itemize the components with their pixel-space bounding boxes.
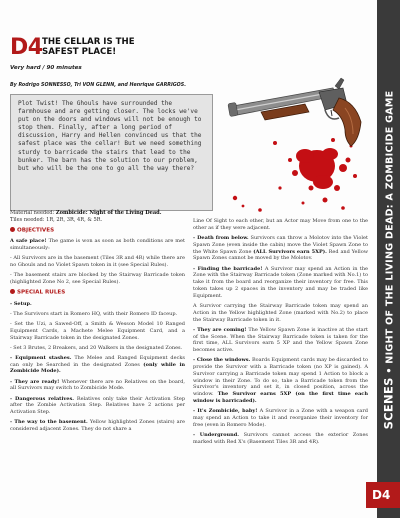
plot-twist-box xyxy=(10,94,213,211)
left-column xyxy=(10,210,185,436)
blood-splatter-icon xyxy=(233,138,357,212)
side-banner-bullet: • xyxy=(384,363,396,374)
rule-stash-bold: (only while in Zombicide Mode). xyxy=(10,361,185,375)
plot-twist-text: Plot Twist! The Ghouls have surrounded the farmhouse and are getting closer. The locks we've put on the doors and windows will not be enough to stop them. Finally, after a long period of discussion, Harry and Hellen convinced us that the safest place was the cellar! But we need something sturdy to barricade the stairs that lead to the bunker. The barn has the solution to our problem, but who will be the one to go all the way there? xyxy=(18,100,202,172)
tiles-needed: Tiles needed: 1R, 2R, 3R, 4R, & 5R. xyxy=(10,216,103,223)
side-banner-word2: NIGHT OF THE LIVING DEAD: A ZOMBICIDE GAME xyxy=(384,90,396,364)
rule-molotov-text: Survivors can throw a Molotov into the Violet Spawn Zone (even inside the cabin) move the Violet Spawn Zone to the White Spawn Zone xyxy=(193,234,368,255)
rule-coming-lead: - They are coming! xyxy=(193,326,247,333)
rule-setup-bullet-2: - Set the Uzi, a Sawed-Off, a Smith & Wesson Model 10 Ranged Equipment Cards, a Machete Melee Equipment Card, and a Stairway Barricade token in the designated Zones. xyxy=(10,320,185,341)
side-banner-word1: SCENES xyxy=(381,377,396,430)
rule-they-are-coming xyxy=(193,327,368,354)
shotgun-illustration xyxy=(215,48,365,218)
objective-text: The game is won as soon as both conditions are met simultaneously: xyxy=(10,238,185,252)
rule-setup-bullet-3: - Set 3 Brutes, 2 Breakers, and 20 Walkers in the designated Zones. xyxy=(10,344,183,351)
rule-dangerous-relatives xyxy=(10,396,185,416)
scene-header xyxy=(10,34,230,60)
rule-way-continued: Line Of Sight to each other, but an Actor may Move from one to the other as if they were adjacent. xyxy=(193,218,368,231)
rule-molotov-bold: (ALL Survivors earn 5XP). xyxy=(253,248,327,255)
special-rules-heading xyxy=(10,289,185,296)
rule-molotov-lead: - Death from below. xyxy=(193,234,249,241)
authors-credit: By Rodrigo SONNESSO, Tri VON GLENN, and Henrique GARRIGOS. xyxy=(10,83,187,88)
rule-death-from-below xyxy=(193,235,368,262)
objective-lead: A safe place! xyxy=(10,238,47,245)
objective-bullet-2: - The basement stairs are blocked by the Stairway Barricade token (highlighted Zone No 2, see Special Rules). xyxy=(10,272,185,286)
right-column xyxy=(193,218,368,449)
red-dot-icon xyxy=(10,289,15,294)
special-rules-label: SPECIAL RULES xyxy=(17,289,66,296)
objectives-heading xyxy=(10,227,185,234)
rule-baby-lead: - It's Zombicide, baby! xyxy=(193,408,258,415)
rule-setup-bullet-1: - The Survivors start in Romero HQ, with their Romero ID faceup. xyxy=(10,310,178,317)
rule-stash-lead: - Equipment stashes. xyxy=(10,354,72,361)
material-value: Zombicide: Night of the Living Dead. xyxy=(55,210,162,216)
page-tab-label: D4 xyxy=(372,488,391,502)
objectives-label: OBJECTIVES xyxy=(17,227,55,234)
objective-safe-place xyxy=(10,238,185,252)
scene-title-line1: THE CELLAR IS THE xyxy=(42,37,135,47)
objective-bullet-1: - All Survivors are in the basement (Tiles 3R and 4R) while there are no Ghouls and no Violet Spawn token in it (see Special Rules). xyxy=(10,255,185,269)
material-label: Material needed: xyxy=(10,210,55,216)
rule-equipment-stashes xyxy=(10,355,185,375)
rule-stash-text: The Melee and Ranged Equipment decks can only be Searched in the designated Zones xyxy=(10,354,185,368)
rule-barricade-text: A Survivor may spend an Action in the Zone with the Stairway Barricade token (Zone marked with No.1) to take it from the board and reorganize their inventory for free. This token takes up 2 spaces in the inventory and may be traded like Equipment. xyxy=(193,265,368,299)
red-dot-icon xyxy=(10,227,15,232)
rule-baby-text: A Survivor in a Zone with a weapon card may spend an Action to take it and reorganize their inventory for free (even in Romero Mode). xyxy=(193,408,368,428)
rule-ready-text: Whenever there are no Relatives on the board, all Survivors may switch to Zombicide Mode. xyxy=(10,378,185,392)
rule-close-windows xyxy=(193,357,368,405)
rule-ready-lead: - They are ready! xyxy=(10,378,60,385)
difficulty-duration: Very hard / 90 minutes xyxy=(10,65,82,71)
rule-under-lead: - Underground. xyxy=(193,432,240,439)
rule-setup-lead: - Setup. xyxy=(10,300,32,307)
rule-windows-bold: The Survivor earns 5XP (on the first time each window is barricaded). xyxy=(193,391,368,405)
rule-way-to-basement xyxy=(10,419,185,433)
rule-molotov-tail: Red and Yellow Spawn Zones cannot be moved by the Molotov. xyxy=(193,248,368,262)
rule-setup xyxy=(10,301,185,308)
rule-underground xyxy=(193,432,368,446)
rule-its-zombicide xyxy=(193,408,368,428)
rule-windows-text: Boards Equipment cards may be discarded to provide the Survivor with a Barricade token (no XP is gained). A Survivor carrying a Barricade token may spend 1 Action to block a window in their Zone. To do so, take a Barricade token from the Survivor's inventory and set it, in closed position, across the window. xyxy=(193,357,368,398)
rule-danger-text: Relatives only take their Activation Step after the Zombie Activation Step. Relatives have 2 actions per Activation Step. xyxy=(10,395,186,416)
rule-danger-lead: - Dangerous relatives. xyxy=(10,395,75,402)
sawed-off-shotgun-icon xyxy=(228,78,361,146)
rule-way-lead: - The way to the basement. xyxy=(10,419,88,426)
rule-windows-lead: - Close the windows. xyxy=(193,357,251,364)
rule-finding-barricade xyxy=(193,266,368,300)
rule-coming-text: The Yellow Spawn Zone is inactive at the start of the Scene. When the Stairway Barricade token is taken for the first time, ALL Survivors earn 5 XP and the Yellow Spawn Zone becomes active. xyxy=(193,326,368,354)
rule-under-text: Survivors cannot access the exterior Zones marked with Red X's (Basement Tiles 3R and 4R). xyxy=(193,432,368,445)
rule-barricade-lead: - Finding the barricade! xyxy=(193,265,263,272)
scene-title-line2: SAFEST PLACE! xyxy=(42,47,117,57)
rule-barricade-place: A Survivor carrying the Stairway Barricade token may spend an Action in the Yellow highlighted Zone (marked with No.2) to place the Stairway Barricade token in it. xyxy=(193,302,368,323)
material-needed xyxy=(10,210,185,224)
rule-way-text: Yellow highlighted Zones (stairs) are considered adjacent Zones. They do not share a xyxy=(10,419,185,433)
rule-they-are-ready xyxy=(10,379,185,393)
scene-code: D4 xyxy=(10,35,43,60)
side-banner-title xyxy=(377,50,400,470)
